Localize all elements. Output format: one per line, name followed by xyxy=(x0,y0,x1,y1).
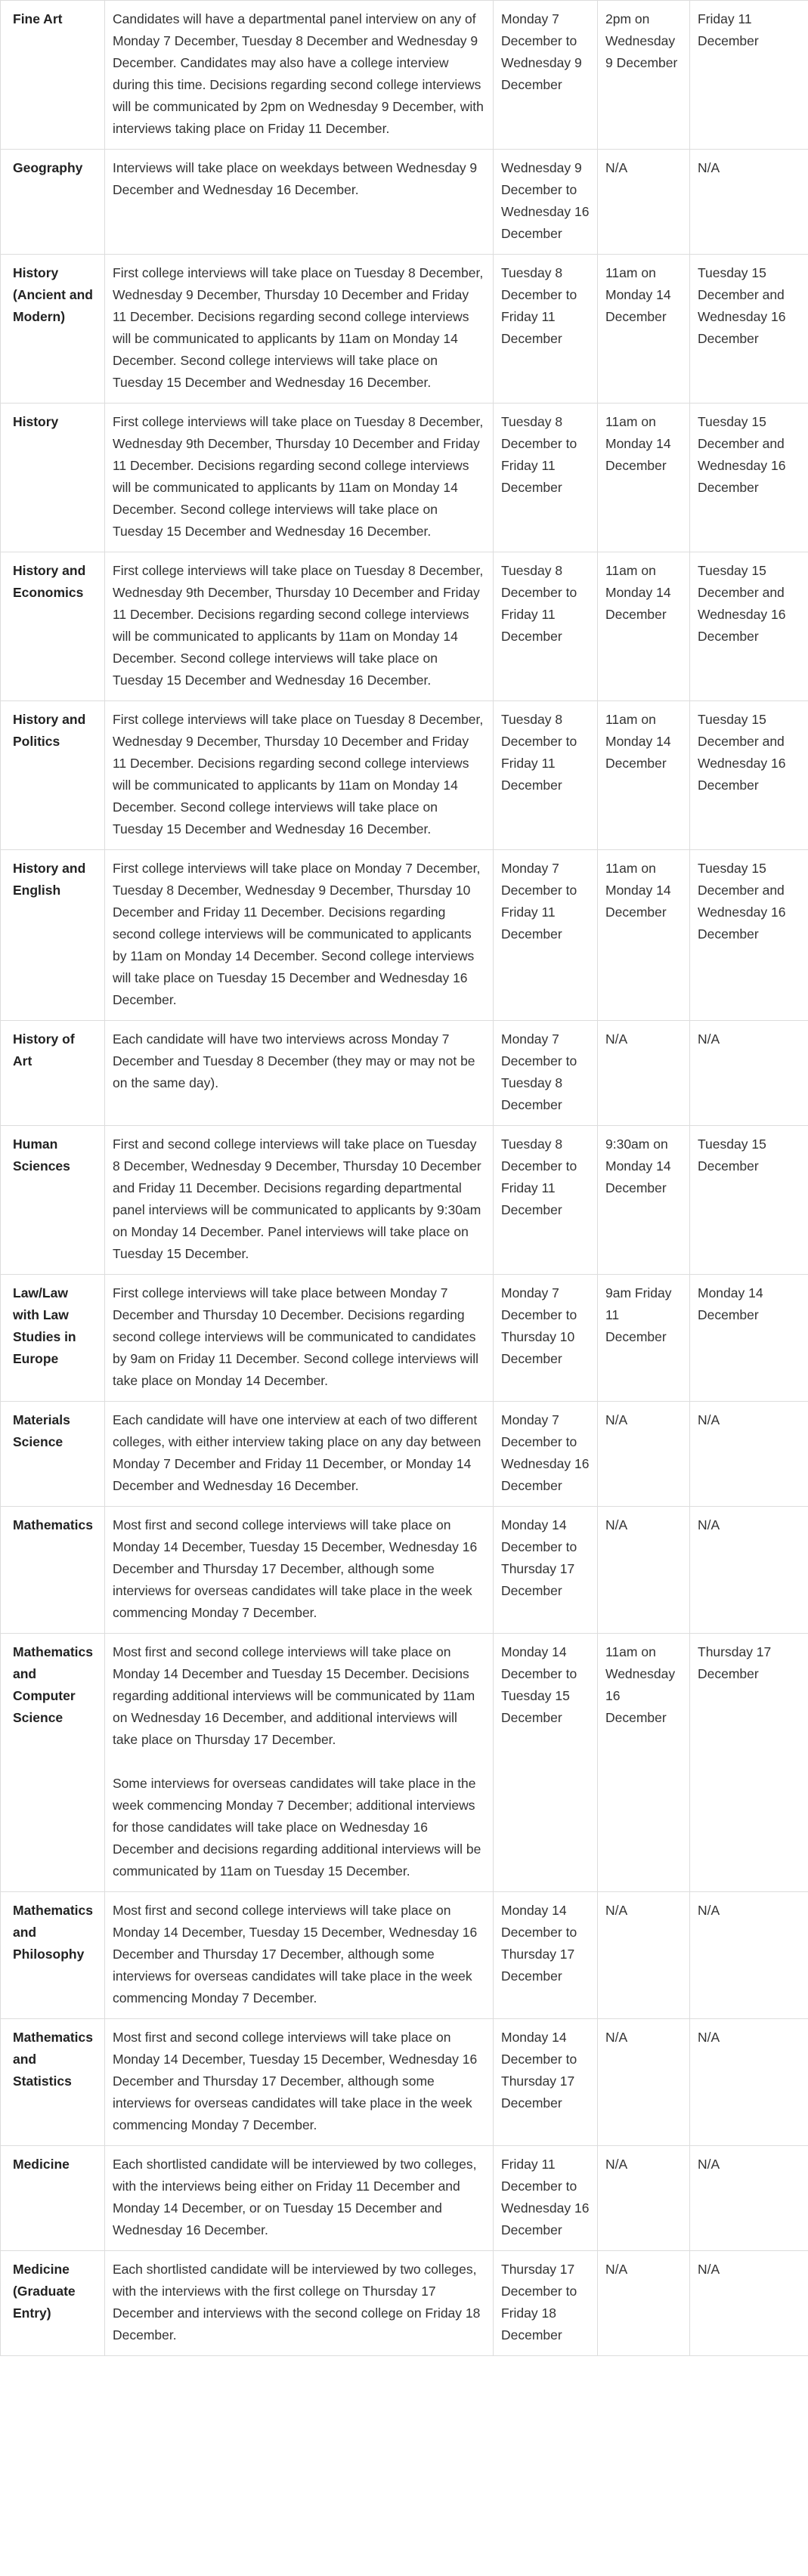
table-row xyxy=(1,150,808,255)
description-paragraph: Most first and second college interviews will take place on Monday 14 December, Tuesday 15 December, Wednesday 16 December and Thursday 17 December, although some interviews for overseas candidates will take place in the week commencing Monday 7 December. xyxy=(113,2030,478,2132)
decisions-cell: 2pm on Wednesday 9 December xyxy=(598,1,690,150)
second-interviews-cell: Tuesday 15 December and Wednesday 16 December xyxy=(690,404,808,552)
second-interviews-cell: Tuesday 15 December xyxy=(690,1126,808,1275)
second-interviews-cell: Thursday 17 December xyxy=(690,1634,808,1892)
decisions-cell: N/A xyxy=(598,1892,690,2019)
decisions-cell: N/A xyxy=(598,1402,690,1507)
subject-cell: History and Politics xyxy=(1,701,105,850)
decisions-cell: N/A xyxy=(598,2019,690,2146)
first-interviews-cell: Monday 7 December to Tuesday 8 December xyxy=(494,1021,598,1126)
table-row xyxy=(1,1402,808,1507)
description-paragraph: Most first and second college interviews will take place on Monday 14 December and Tuesday 15 December. Decisions regarding additional interviews will be communicated by 11am on Wednesday 16 December, and additional interviews will take place on Thursday 17 December. xyxy=(113,1644,475,1747)
description-paragraph: Most first and second college interviews will take place on Monday 14 December, Tuesday 15 December, Wednesday 16 December and Thursday 17 December, although some interviews for overseas candidates will take place in the week commencing Monday 7 December. xyxy=(113,1903,478,2005)
decisions-cell: 11am on Monday 14 December xyxy=(598,404,690,552)
table-row xyxy=(1,2251,808,2356)
first-interviews-cell: Tuesday 8 December to Friday 11 December xyxy=(494,255,598,404)
decisions-cell: N/A xyxy=(598,1507,690,1634)
table-row xyxy=(1,701,808,850)
description-cell xyxy=(105,2251,494,2356)
description-paragraph: First college interviews will take place on Tuesday 8 December, Wednesday 9 December, Thursday 10 December and Friday 11 December. Decisions regarding second college interviews will be communicated to applicants by 11am on Monday 14 December. Second college interviews will take place on Tuesday 15 December and Wednesday 16 December. xyxy=(113,265,484,390)
decisions-cell: 11am on Monday 14 December xyxy=(598,255,690,404)
table-row xyxy=(1,2146,808,2251)
description-paragraph: First college interviews will take place on Tuesday 8 December, Wednesday 9 December, Thursday 10 December and Friday 11 December. Decisions regarding second college interviews will be communicated to applicants by 11am on Monday 14 December. Second college interviews will take place on Tuesday 15 December and Wednesday 16 December. xyxy=(113,712,484,837)
subject-cell: Mathematics xyxy=(1,1507,105,1634)
description-cell xyxy=(105,2019,494,2146)
second-interviews-cell: N/A xyxy=(690,1507,808,1634)
subject-cell: History and Economics xyxy=(1,552,105,701)
first-interviews-cell: Monday 14 December to Thursday 17 December xyxy=(494,2019,598,2146)
description-cell xyxy=(105,701,494,850)
table-row xyxy=(1,255,808,404)
subject-cell: Mathematics and Statistics xyxy=(1,2019,105,2146)
table-row xyxy=(1,850,808,1021)
first-interviews-cell: Wednesday 9 December to Wednesday 16 December xyxy=(494,150,598,255)
table-row xyxy=(1,1021,808,1126)
description-cell xyxy=(105,404,494,552)
first-interviews-cell: Monday 7 December to Wednesday 16 December xyxy=(494,1402,598,1507)
subject-cell: History (Ancient and Modern) xyxy=(1,255,105,404)
second-interviews-cell: N/A xyxy=(690,2146,808,2251)
decisions-cell: 11am on Wednesday 16 December xyxy=(598,1634,690,1892)
first-interviews-cell: Monday 14 December to Thursday 17 December xyxy=(494,1507,598,1634)
second-interviews-cell: N/A xyxy=(690,1021,808,1126)
second-interviews-cell: Tuesday 15 December and Wednesday 16 December xyxy=(690,850,808,1021)
description-cell xyxy=(105,1021,494,1126)
table-row xyxy=(1,1634,808,1892)
description-paragraph: First and second college interviews will take place on Tuesday 8 December, Wednesday 9 December, Thursday 10 December and Friday 11 December. Decisions regarding departmental panel interviews will be communicated to applicants by 9:30am on Monday 14 December. Panel interviews will take place on Tuesday 15 December. xyxy=(113,1136,481,1261)
first-interviews-cell: Monday 14 December to Thursday 17 December xyxy=(494,1892,598,2019)
description-paragraph: First college interviews will take place on Monday 7 December, Tuesday 8 December, Wednesday 9 December, Thursday 10 December and Friday 11 December. Decisions regarding second college interviews will be communicated to applicants by 11am on Monday 14 December. Second college interviews will take place on Tuesday 15 December and Wednesday 16 December. xyxy=(113,861,481,1007)
subject-cell: Materials Science xyxy=(1,1402,105,1507)
second-interviews-cell: N/A xyxy=(690,1892,808,2019)
table-body xyxy=(1,1,808,2356)
first-interviews-cell: Monday 7 December to Wednesday 9 December xyxy=(494,1,598,150)
second-interviews-cell: N/A xyxy=(690,2019,808,2146)
second-interviews-cell: N/A xyxy=(690,2251,808,2356)
subject-cell: Mathematics and Philosophy xyxy=(1,1892,105,2019)
second-interviews-cell: N/A xyxy=(690,1402,808,1507)
table-row xyxy=(1,552,808,701)
second-interviews-cell: Friday 11 December xyxy=(690,1,808,150)
description-cell xyxy=(105,150,494,255)
second-interviews-cell: Tuesday 15 December and Wednesday 16 December xyxy=(690,701,808,850)
subject-cell: Mathematics and Computer Science xyxy=(1,1634,105,1892)
subject-cell: Medicine (Graduate Entry) xyxy=(1,2251,105,2356)
first-interviews-cell: Tuesday 8 December to Friday 11 December xyxy=(494,1126,598,1275)
description-paragraph: Some interviews for overseas candidates will take place in the week commencing Monday 7 December; additional interviews for those candidates will take place on Wednesday 16 December and decisions regarding additional interviews will be communicated by 11am on Tuesday 15 December. xyxy=(113,1776,481,1879)
description-paragraph: First college interviews will take place between Monday 7 December and Thursday 10 December. Decisions regarding second college interviews will be communicated to candidates by 9am on Friday 11 December. Second college interviews will take place on Monday 14 December. xyxy=(113,1285,479,1388)
first-interviews-cell: Tuesday 8 December to Friday 11 December xyxy=(494,552,598,701)
table-row xyxy=(1,1275,808,1402)
table-row xyxy=(1,404,808,552)
subject-cell: History and English xyxy=(1,850,105,1021)
table-row xyxy=(1,1507,808,1634)
decisions-cell: N/A xyxy=(598,150,690,255)
subject-cell: History of Art xyxy=(1,1021,105,1126)
second-interviews-cell: Tuesday 15 December and Wednesday 16 December xyxy=(690,255,808,404)
first-interviews-cell: Monday 7 December to Thursday 10 December xyxy=(494,1275,598,1402)
decisions-cell: 11am on Monday 14 December xyxy=(598,850,690,1021)
description-cell xyxy=(105,1126,494,1275)
description-cell xyxy=(105,255,494,404)
subject-cell: Medicine xyxy=(1,2146,105,2251)
subject-cell: Fine Art xyxy=(1,1,105,150)
decisions-cell: 11am on Monday 14 December xyxy=(598,552,690,701)
decisions-cell: N/A xyxy=(598,2146,690,2251)
first-interviews-cell: Monday 14 December to Tuesday 15 December xyxy=(494,1634,598,1892)
description-cell xyxy=(105,1402,494,1507)
description-paragraph: Each candidate will have two interviews across Monday 7 December and Tuesday 8 December (they may or may not be on the same day). xyxy=(113,1031,475,1090)
first-interviews-cell: Tuesday 8 December to Friday 11 December xyxy=(494,701,598,850)
description-paragraph: First college interviews will take place on Tuesday 8 December, Wednesday 9th December, Thursday 10 December and Friday 11 December. Decisions regarding second college interviews will be communicated to applicants by 11am on Monday 14 December. Second college interviews will take place on Tuesday 15 December and Wednesday 16 December. xyxy=(113,414,484,539)
description-cell xyxy=(105,1507,494,1634)
second-interviews-cell: Monday 14 December xyxy=(690,1275,808,1402)
second-interviews-cell: Tuesday 15 December and Wednesday 16 December xyxy=(690,552,808,701)
table-row xyxy=(1,1892,808,2019)
decisions-cell: 11am on Monday 14 December xyxy=(598,701,690,850)
first-interviews-cell: Monday 7 December to Friday 11 December xyxy=(494,850,598,1021)
subject-cell: Human Sciences xyxy=(1,1126,105,1275)
description-cell xyxy=(105,552,494,701)
first-interviews-cell: Friday 11 December to Wednesday 16 December xyxy=(494,2146,598,2251)
decisions-cell: N/A xyxy=(598,2251,690,2356)
description-paragraph: Candidates will have a departmental panel interview on any of Monday 7 December, Tuesday 8 December and Wednesday 9 December. Candidates may also have a college interview during this time. Decisions regarding second college interviews will be communicated by 2pm on Wednesday 9 December, with interviews taking place on Friday 11 December. xyxy=(113,11,484,136)
description-cell xyxy=(105,1892,494,2019)
first-interviews-cell: Thursday 17 December to Friday 18 December xyxy=(494,2251,598,2356)
description-paragraph: Each shortlisted candidate will be interviewed by two colleges, with the interviews being either on Friday 11 December and Monday 14 December, or on Tuesday 15 December and Wednesday 16 December. xyxy=(113,2157,477,2237)
table-row xyxy=(1,1126,808,1275)
decisions-cell: 9:30am on Monday 14 December xyxy=(598,1126,690,1275)
table-row xyxy=(1,2019,808,2146)
subject-cell: Geography xyxy=(1,150,105,255)
description-paragraph: First college interviews will take place on Tuesday 8 December, Wednesday 9th December, Thursday 10 December and Friday 11 December. Decisions regarding second college interviews will be communicated to applicants by 11am on Monday 14 December. Second college interviews will take place on Tuesday 15 December and Wednesday 16 December. xyxy=(113,563,484,688)
subject-cell: History xyxy=(1,404,105,552)
description-paragraph: Each shortlisted candidate will be interviewed by two colleges, with the interviews with the first college on Thursday 17 December and interviews with the second college on Friday 18 December. xyxy=(113,2262,481,2343)
description-cell xyxy=(105,850,494,1021)
subject-cell: Law/Law with Law Studies in Europe xyxy=(1,1275,105,1402)
table-row xyxy=(1,1,808,150)
description-cell xyxy=(105,2146,494,2251)
first-interviews-cell: Tuesday 8 December to Friday 11 December xyxy=(494,404,598,552)
second-interviews-cell: N/A xyxy=(690,150,808,255)
description-cell xyxy=(105,1,494,150)
description-paragraph: Each candidate will have one interview at each of two different colleges, with either interview taking place on any day between Monday 7 December and Friday 11 December, or Monday 14 December and Wednesday 16 December. xyxy=(113,1412,481,1493)
decisions-cell: N/A xyxy=(598,1021,690,1126)
description-paragraph: Interviews will take place on weekdays between Wednesday 9 December and Wednesday 16 December. xyxy=(113,160,478,197)
decisions-cell: 9am Friday 11 December xyxy=(598,1275,690,1402)
description-paragraph: Most first and second college interviews will take place on Monday 14 December, Tuesday 15 December, Wednesday 16 December and Thursday 17 December, although some interviews for overseas candidates will take place in the week commencing Monday 7 December. xyxy=(113,1517,478,1620)
description-cell xyxy=(105,1634,494,1892)
description-cell xyxy=(105,1275,494,1402)
